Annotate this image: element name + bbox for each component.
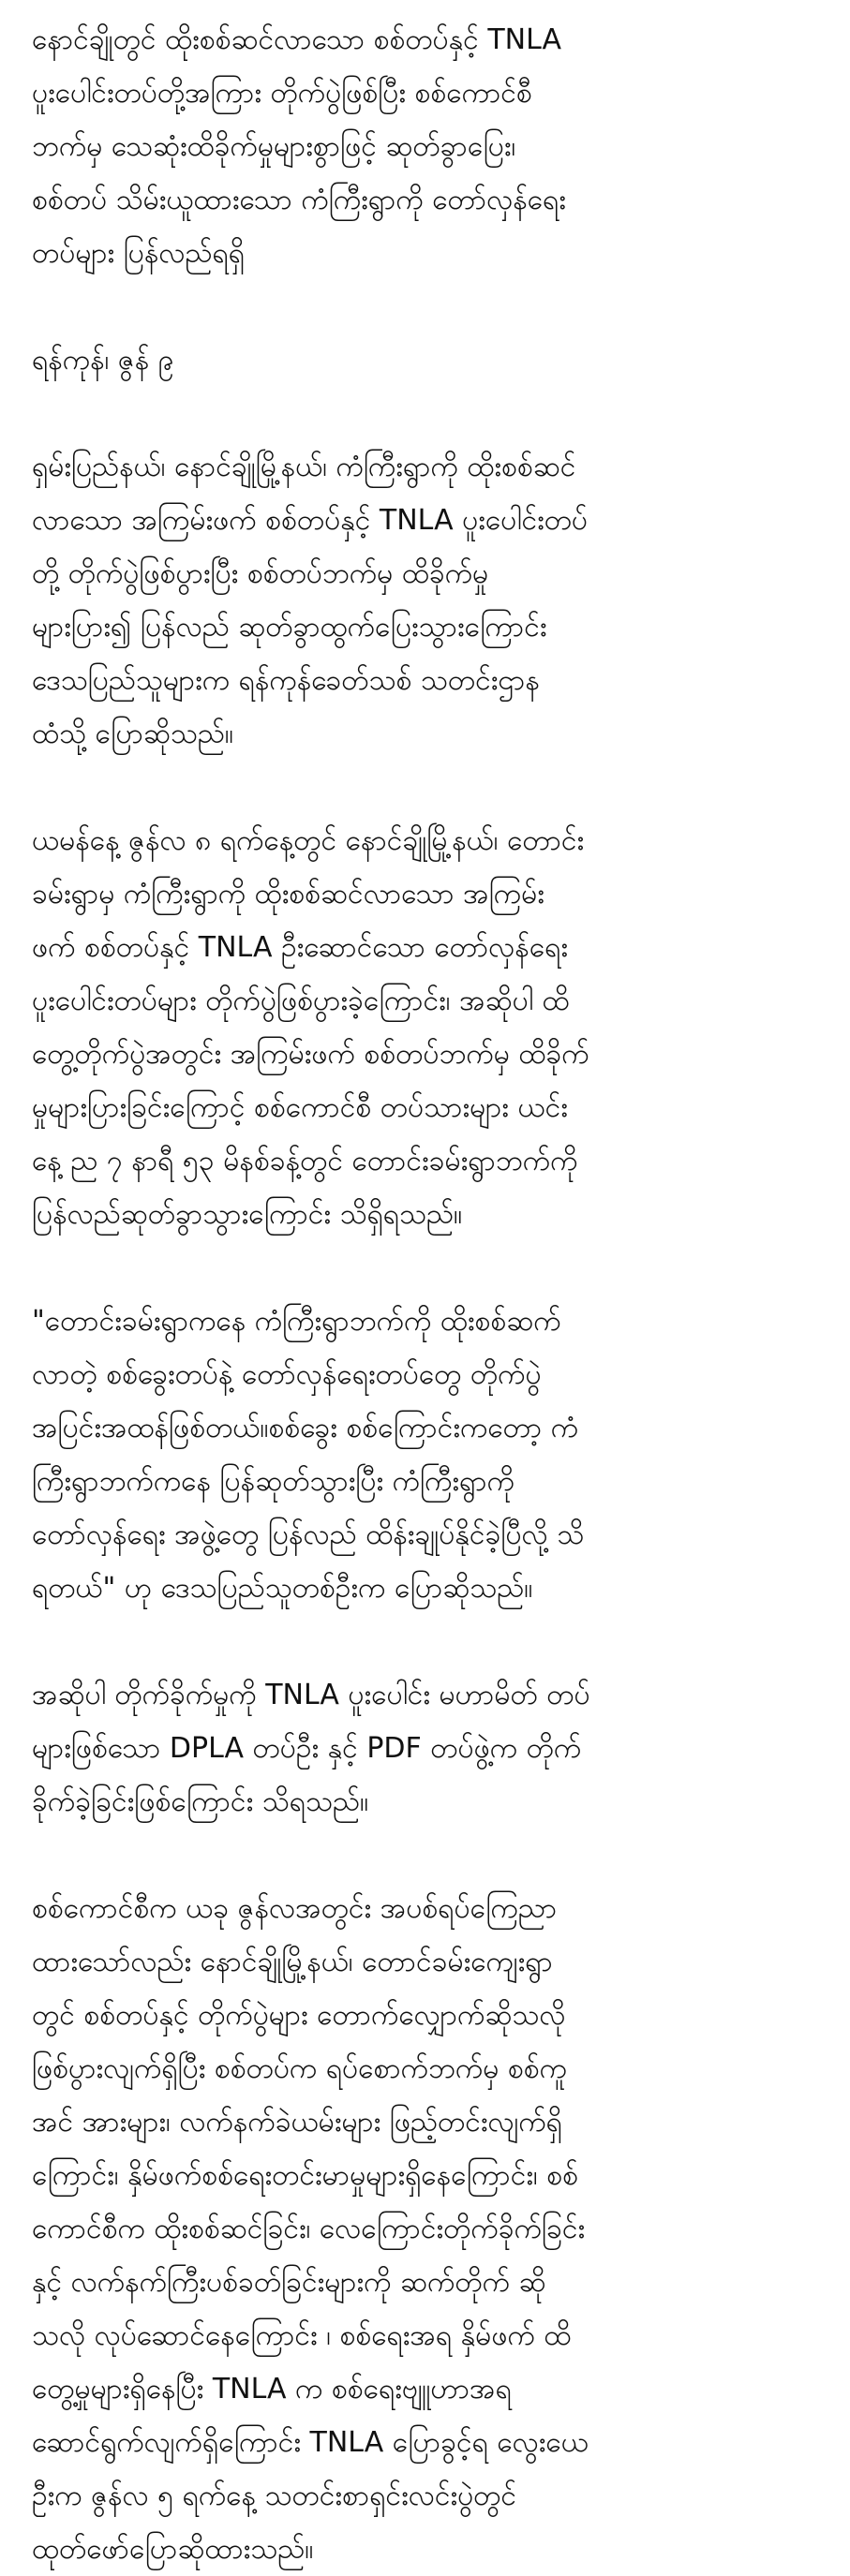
paragraph-spacer [32,387,819,440]
paragraph-spacer [32,280,819,333]
headline: နောင်ချိုတွင် ထိုးစစ်ဆင်လာသော စစ်တပ်နှင့် TNLA ပူးပေါင်းတပ်တို့အကြား တိုက်ပွဲဖြစ်ပြီး စစ်ကောင်စီ ဘက်မှ သေဆုံးထိခိုက်မှုများစွာဖြင့် ဆုတ်ခွာပြေး၊ စစ်တပ် သိမ်းယူထားသော ကံကြီးရွာကို တော်လှန်ရေး တပ်များ ပြန်လည်ရရှိ [32,23,566,270]
paragraph-2: ယမန်နေ့ ဇွန်လ ၈ ရက်နေ့တွင် နောင်ချိုမြို့နယ်၊ တောင်း ခမ်းရွာမှ ကံကြီးရွာကို ထိုးစစ်ဆင်လာသော အကြမ်း ဖက် စစ်တပ်နှင့် TNLA ဦးဆောင်သော တော်လှန်ရေး ပူးပေါင်းတပ်များ တိုက်ပွဲဖြစ်ပွားခဲ့ကြောင်း၊ အဆိုပါ ထိ တွေ့တိုက်ပွဲအတွင်း အကြမ်းဖက် စစ်တပ်ဘက်မှ ထိခိုက် မှုများပြားခြင်းကြောင့် စစ်ကောင်စီ တပ်သားများ ယင်း နေ့ ည ၇ နာရီ ၅၃ မိနစ်ခန့်တွင် တောင်းခမ်းရွာဘက်ကို ပြန်လည်ဆုတ်ခွာသွားကြောင်း သိရှိရသည်။ [32,824,589,1231]
news-article [32,13,819,2576]
paragraph-3-quote: "တောင်းခမ်းရွာကနေ ကံကြီးရွာဘက်ကို ထိုးစစ်ဆက် လာတဲ့ စစ်ခွေးတပ်နဲ့ တော်လှန်ရေးတပ်တွေ တိုက်ပွဲ အပြင်းအထန်ဖြစ်တယ်။စစ်ခွေး စစ်ကြောင်းကတော့ ကံ ကြီးရွာဘက်ကနေ ပြန်ဆုတ်သွားပြီး ကံကြီးရွာကို တော်လှန်ရေး အဖွဲ့တွေ ပြန်လည် ထိန်းချုပ်နိုင်ခဲ့ပြီလို့ သိ ရတယ်" ဟု ဒေသပြည်သူတစ်ဦးက ပြောဆိုသည်။ [32,1305,585,1605]
paragraph-4: အဆိုပါ တိုက်ခိုက်မှုကို TNLA ပူးပေါင်း မဟာမိတ် တပ် များဖြစ်သော DPLA တပ်ဦး နှင့် PDF တပ်ဖွဲ့က တိုက် ခိုက်ခဲ့ခြင်းဖြစ်ကြောင်း သိရသည်။ [32,1679,590,1818]
paragraph-5: စစ်ကောင်စီက ယခု ဇွန်လအတွင်း အပစ်ရပ်ကြေညာ ထားသော်လည်း နောင်ချိုမြို့နယ်၊ တောင်ခမ်းကျေးရွာ တွင် စစ်တပ်နှင့် တိုက်ပွဲများ တောက်လျှောက်ဆိုသလို ဖြစ်ပွားလျက်ရှိပြီး စစ်တပ်က ရပ်စောက်ဘက်မှ စစ်ကူ အင် အားများ၊ လက်နက်ခဲယမ်းများ ဖြည့်တင်းလျက်ရှိ ကြောင်း၊ နှိမ်ဖက်စစ်ရေးတင်းမာမှုများရှိနေကြောင်း၊ စစ် ကောင်စီက ထိုးစစ်ဆင်ခြင်း၊ လေကြောင်းတိုက်ခိုက်ခြင်း နှင့် လက်နက်ကြီးပစ်ခတ်ခြင်းများကို ဆက်တိုက် ဆို သလို လုပ်ဆောင်နေကြောင်း ၊ စစ်ရေးအရ နှိမ်ဖက် ထိ တွေ့မှုများရှိနေပြီး TNLA က စစ်ရေးဗျူဟာအရ ဆောင်ရွက်လျက်ရှိကြောင်း TNLA ပြောခွင့်ရ လွေးယေ ဦးက ဇွန်လ ၅ ရက်နေ့ သတင်းစာရှင်းလင်းပွဲတွင် ထုတ်ဖော်ပြောဆိုထားသည်။ [32,1892,589,2566]
dateline: ရန်ကုန်၊ ဇွန် ၉ [32,344,174,377]
paragraph-1: ရှမ်းပြည်နယ်၊ နောင်ချိုမြို့နယ်၊ ကံကြီးရွာကို ထိုးစစ်ဆင် လာသော အကြမ်းဖက် စစ်တပ်နှင့် TNLA ပူးပေါင်းတပ် တို့ တိုက်ပွဲဖြစ်ပွားပြီး စစ်တပ်ဘက်မှ ထိခိုက်မှု များပြား၍ ပြန်လည် ဆုတ်ခွာထွက်ပြေးသွားကြောင်း ဒေသပြည်သူများက ရန်ကုန်ခေတ်သစ် သတင်းဌာန ထံသို့ ပြောဆိုသည်။ [32,451,589,750]
paragraph-spacer [32,1241,819,1295]
paragraph-spacer [32,1828,819,1882]
paragraph-spacer [32,1615,819,1668]
paragraph-spacer [32,761,819,814]
